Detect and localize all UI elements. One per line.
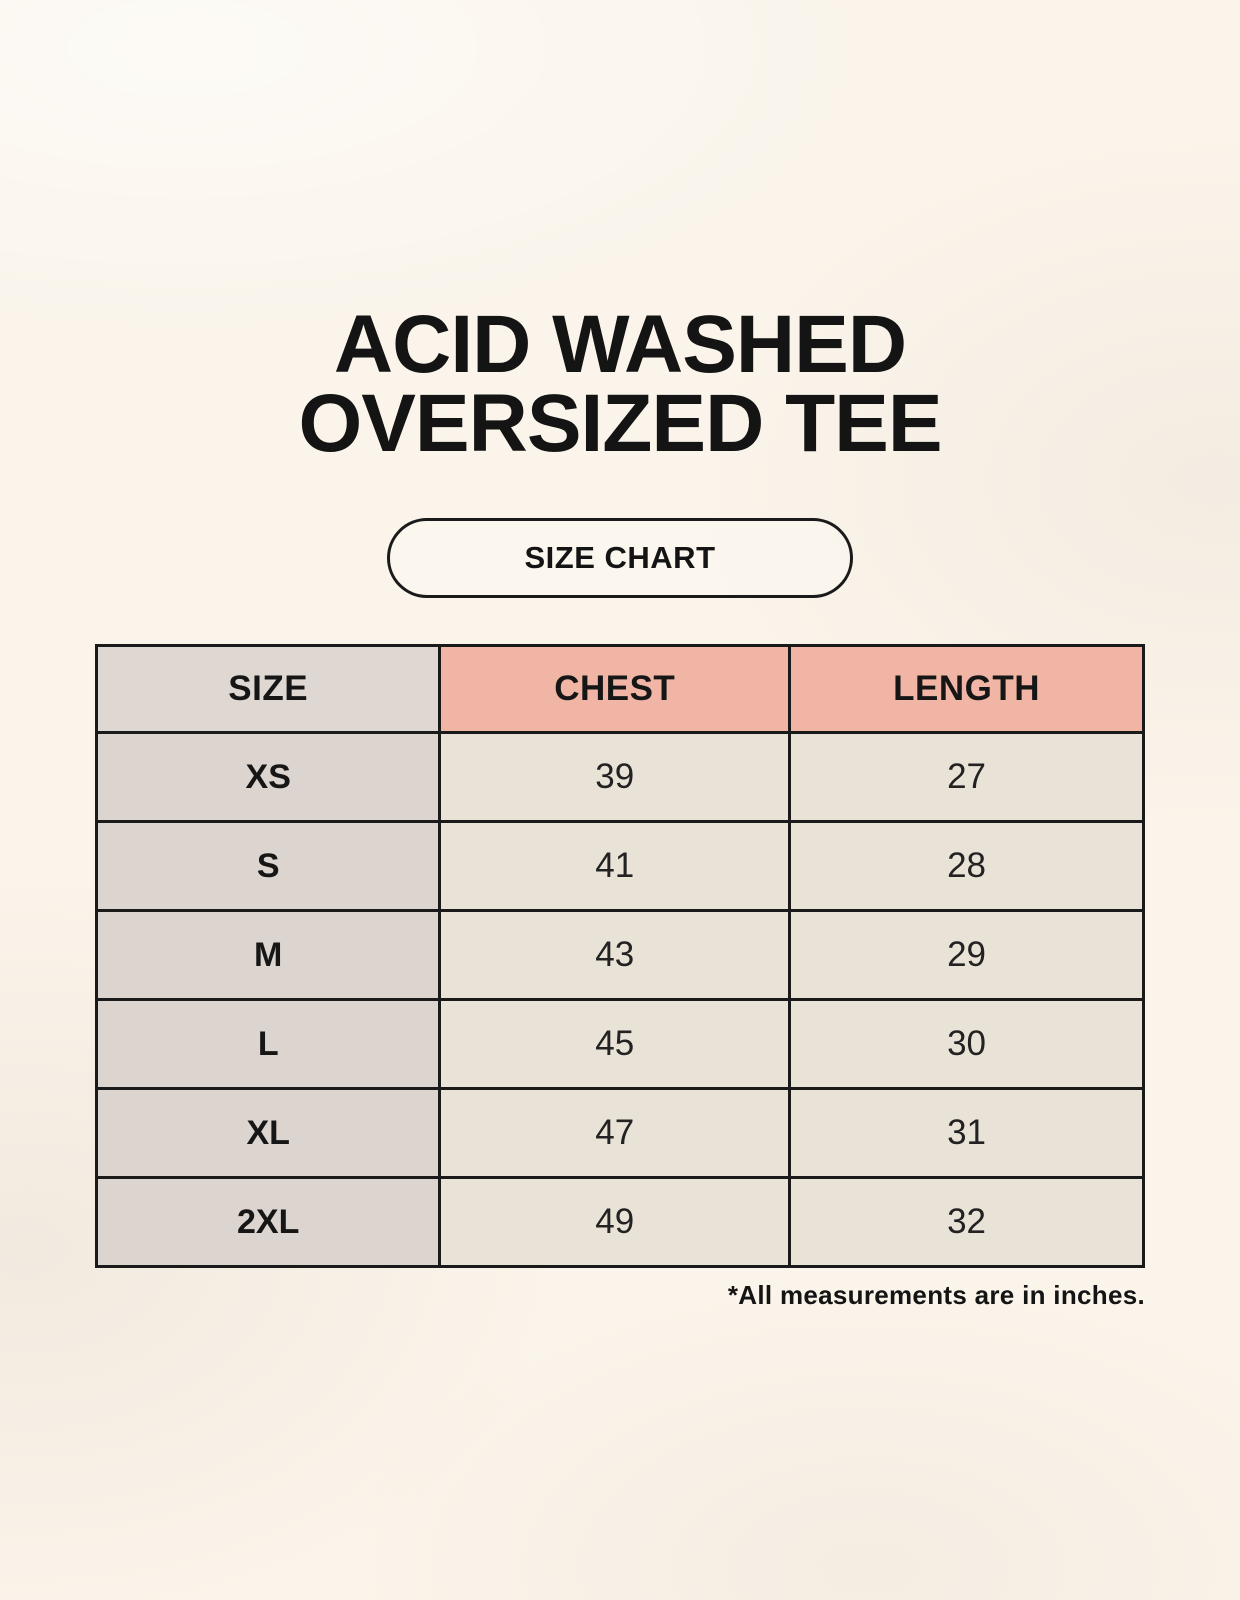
chest-value-cell: 39 [440, 733, 790, 822]
chest-value-cell: 43 [440, 911, 790, 1000]
size-chart-table-container [95, 644, 1145, 1268]
product-title [0, 299, 1240, 469]
length-value-cell: 27 [790, 733, 1144, 822]
size-label-cell: XL [97, 1089, 440, 1178]
measurements-footnote: *All measurements are in inches. [727, 1280, 1145, 1311]
chest-value-cell: 49 [440, 1178, 790, 1267]
length-value-cell: 28 [790, 822, 1144, 911]
table-row [97, 911, 1144, 1000]
length-value-cell: 30 [790, 1000, 1144, 1089]
size-label-cell: S [97, 822, 440, 911]
size-label-cell: XS [97, 733, 440, 822]
length-value-cell: 31 [790, 1089, 1144, 1178]
table-row [97, 822, 1144, 911]
size-label-cell: 2XL [97, 1178, 440, 1267]
size-chart-table [95, 644, 1145, 1268]
table-row [97, 1089, 1144, 1178]
product-title-line-1: ACID WASHED [333, 299, 907, 390]
size-chart-button-label: SIZE CHART [524, 540, 716, 576]
chest-value-cell: 41 [440, 822, 790, 911]
size-label-cell: M [97, 911, 440, 1000]
chest-value-cell: 47 [440, 1089, 790, 1178]
product-title-line-2: OVERSIZED TEE [298, 377, 942, 469]
column-header-length: LENGTH [790, 646, 1144, 733]
size-label-cell: L [97, 1000, 440, 1089]
length-value-cell: 29 [790, 911, 1144, 1000]
table-header-row [97, 646, 1144, 733]
table-row [97, 1178, 1144, 1267]
length-value-cell: 32 [790, 1178, 1144, 1267]
size-chart-button[interactable] [387, 518, 853, 598]
chest-value-cell: 45 [440, 1000, 790, 1089]
table-row [97, 733, 1144, 822]
column-header-size: SIZE [97, 646, 440, 733]
column-header-chest: CHEST [440, 646, 790, 733]
table-row [97, 1000, 1144, 1089]
